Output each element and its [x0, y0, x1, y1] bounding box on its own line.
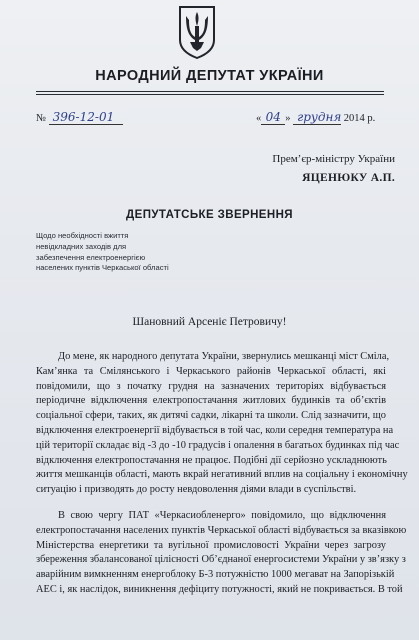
trident-coat-of-arms-icon [177, 4, 217, 60]
body-paragraph-1 [36, 350, 408, 498]
date-open-quote: « [256, 113, 262, 124]
body-paragraph-2 [36, 509, 407, 598]
body-line: збереження збалансованої цілісності Об’єднаної енергосистеми України у зв’язку з [36, 554, 406, 566]
letterhead-title: НАРОДНИЙ ДЕПУТАТ УКРАЇНИ [95, 68, 324, 84]
body-line: Міністерства енергетики та вугільної промисловості України через загрозу [36, 539, 386, 551]
body-line: цій території складає від -3 до -10 градусів і опалення в багатьох будинках під час [36, 439, 400, 451]
outgoing-number [36, 110, 123, 125]
body-line: життя мешканців області, мають вкрай негативний вплив на соціальну і економічну [36, 469, 408, 481]
outgoing-number-prefix: № [36, 113, 47, 124]
body-line: соціальної сфери, таких, як дитячі садки, лікарні та школи. Слід зазначити, що [36, 410, 386, 422]
letterhead-rule-bottom [36, 94, 384, 95]
date-month: грудня [293, 110, 341, 125]
subject-block [36, 231, 176, 274]
letterhead-rule-top [36, 91, 384, 92]
addressee-position: Прем’єр-міністру України [272, 153, 395, 165]
subject-line: невідкладних заходів для [36, 241, 127, 251]
body-line: аварійним вимкненням енергоблоку Б-3 потужністю 1000 мегават на Запорізькій [36, 569, 395, 581]
body-line: відключення електропостачання не працює. Подібні дії серйозно ускладнюють [36, 454, 387, 466]
date-day: 04 [261, 110, 285, 125]
body-line: електропостачання населених пунктів Черкаської області відбувається за вказівкою [36, 524, 407, 536]
document-type-heading: ДЕПУТАТСЬКЕ ЗВЕРНЕННЯ [126, 209, 293, 221]
body-line: повідомили, що з початку грудня на зазначених територіях відбувається [36, 380, 386, 392]
addressee-block [272, 150, 395, 188]
subject-line: Щодо необхідності вжиття [36, 231, 129, 240]
outgoing-number-value: 396-12-01 [49, 110, 123, 125]
body-line: В свою чергу ПАТ «Черкасиобленерго» повідомило, що відключення [58, 510, 386, 521]
body-line: Кам’янка та Смілянського і Черкаського районів Черкаської області, які [36, 365, 386, 377]
addressee-name: ЯЦЕНЮКУ А.П. [302, 171, 395, 184]
body-line: ситуацію і призводять до росту невдоволення діями влади в суспільстві. [36, 484, 357, 496]
body-line: періодичне відключення електропостачання житлових будинків та об’єктів [36, 395, 386, 407]
date-close-quote: » [285, 113, 291, 124]
subject-line: населених пунктів Черкаської області [36, 263, 169, 273]
date-year: 2014 р. [343, 113, 376, 124]
body-line: До мене, як народного депутата України, звернулись мешканці міст Сміла, [58, 351, 390, 362]
subject-line: забезпечення електроенергією [36, 252, 146, 262]
salutation: Шановний Арсеніє Петровичу! [132, 316, 287, 328]
body-line: відключення електроенергії відбувається в той час, коли середня температура на [36, 424, 394, 436]
outgoing-date [256, 110, 375, 125]
body-line: АЕС і, як наслідок, виникнення дефіциту потужності, який не покривається. В той [36, 583, 403, 595]
